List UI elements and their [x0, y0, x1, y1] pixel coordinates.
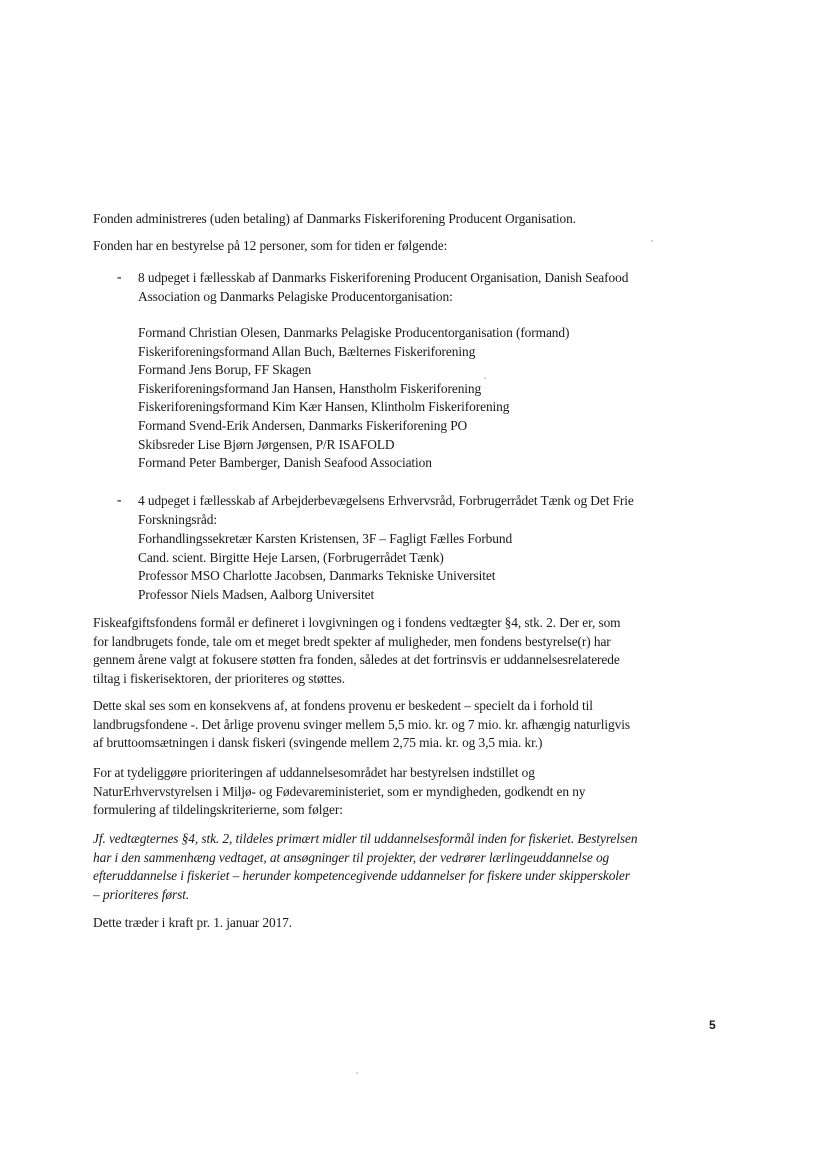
list-item: Formand Christian Olesen, Danmarks Pelagiske Producentorganisation (formand) [138, 325, 570, 340]
list-item: Formand Svend-Erik Andersen, Danmarks Fiskeriforening PO [138, 417, 468, 433]
list-item: Formand Jens Borup, FF Skagen [138, 362, 312, 378]
group1-intro-line: 8 udpeget i fællesskab af Danmarks Fiskeriforening Producent Organisation, Danish Seafood [138, 270, 629, 285]
scan-speck [651, 240, 653, 242]
scan-speck [484, 377, 486, 379]
bullet-marker: - [117, 269, 122, 284]
list-item: Forhandlingssekretær Karsten Kristensen, 3F – Fagligt Fælles Forbund [138, 531, 513, 546]
bullet-marker: - [117, 492, 122, 507]
group2-intro [138, 492, 728, 529]
list-item: Fiskeriforeningsformand Kim Kær Hansen, Klintholm Fiskeriforening [138, 399, 510, 415]
list-item: Fiskeriforeningsformand Allan Buch, Bælternes Fiskeriforening [138, 343, 476, 359]
quoted-criteria: Jf. vedtægternes §4, stk. 2, tildeles primært midler til uddannelsesformål inden for fiskeriet. Bestyrelsen har i den sammenhæng vedtaget, at ansøgninger til projekter, der vedrører lærlingeuddannelse og efteruddannelse i fiskeriet – herunder kompetencegivende uddannelser for fiskere under skipperskoler – prioriteres først. [93, 831, 638, 902]
list-item: Cand. scient. Birgitte Heje Larsen, (Forbrugerrådet Tænk) [138, 549, 444, 565]
group2-member-list [138, 530, 728, 604]
paragraph-administration: Fonden administreres (uden betaling) af Danmarks Fiskeriforening Producent Organisation. [93, 211, 576, 226]
paragraph-prioritization: For at tydeliggøre prioriteringen af uddannelsesområdet har bestyrelsen indstillet og NaturErhvervstyrelsen i Miljø- og Fødevareministeriet, som er myndigheden, godkendt en ny formulering af tildelingskriterierne, som følger: [93, 765, 586, 818]
list-item: Fiskeriforeningsformand Jan Hansen, Hanstholm Fiskeriforening [138, 380, 482, 396]
paragraph-proceeds: Dette skal ses som en konsekvens af, at fondens provenu er beskedent – specielt da i forhold til landbrugsfondene -. Det årlige provenu svinger mellem 5,5 mio. kr. og 7 mio. kr. afhængig naturligvis af bruttoomsætningen i dansk fiskeri (svingende mellem 2,75 mia. kr. og 3,5 mia. kr.) [93, 698, 630, 751]
scan-speck [356, 1072, 358, 1074]
group1-intro [138, 269, 728, 306]
group1-intro-line: Association og Danmarks Pelagiske Producentorganisation: [138, 288, 453, 304]
list-item: Formand Peter Bamberger, Danish Seafood Association [138, 455, 432, 471]
group2-intro-line: Forskningsråd: [138, 511, 217, 527]
group1-member-list [138, 324, 728, 473]
paragraph-fund-purpose: Fiskeafgiftsfondens formål er defineret i lovgivningen og i fondens vedtægter §4, stk. 2. Der er, som for landbrugets fonde, tale om et meget bredt spekter af muligheder, men fondens bestyrelse(r) har gennem årene valgt at fokusere støtten fra fonden, således at det fortrinsvis er uddannelsesrelaterede tiltag i fiskerisektoren, der prioriteres og støttes. [93, 615, 621, 686]
paragraph-effective-date: Dette træder i kraft pr. 1. januar 2017. [93, 915, 293, 930]
list-item: Professor Niels Madsen, Aalborg Universitet [138, 586, 375, 602]
list-item: Professor MSO Charlotte Jacobsen, Danmarks Tekniske Universitet [138, 568, 496, 584]
group2-intro-line: 4 udpeget i fællesskab af Arbejderbevægelsens Erhvervsråd, Forbrugerrådet Tænk og Det Frie [138, 493, 634, 508]
list-item: Skibsreder Lise Bjørn Jørgensen, P/R ISAFOLD [138, 436, 395, 452]
page-number: 5 [709, 1018, 716, 1032]
paragraph-board-intro: Fonden har en bestyrelse på 12 personer, som for tiden er følgende: [93, 238, 448, 253]
